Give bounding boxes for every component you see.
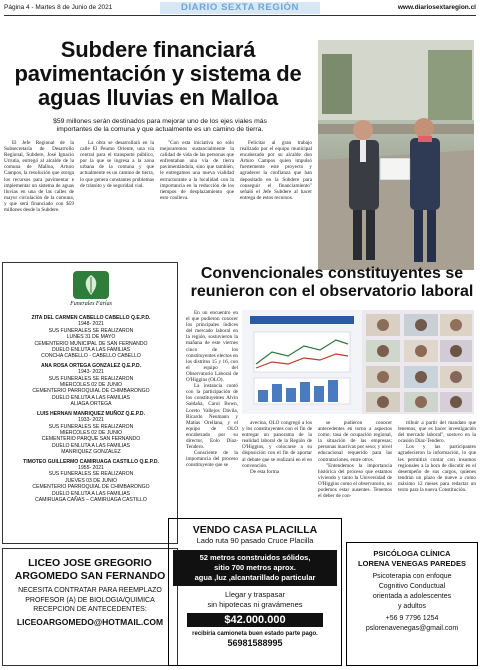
article2-col2: avecina, OLO congregó a los y los constituyentes con el fin de entregar un panorama de la realidad laboral de la Región de O'Higgins, y colocarse a su disposición con el fin de aportar al debate que se realizará en el en convención. De esta forma (242, 420, 312, 475)
house-sale-ad (168, 518, 342, 666)
website-link[interactable]: www.diariosextaregion.cl (397, 4, 476, 11)
liceo-title-1: LICEO JOSE GREGORIO (28, 557, 152, 569)
page-header (4, 2, 476, 14)
obit-line: DUELO ENLUTA A LAS FAMILIAS (51, 490, 131, 497)
ad-note: recibiría camioneta buen estado parte pago. (192, 631, 318, 637)
ad-line: y adultos (397, 603, 427, 610)
ad-phone[interactable]: 56981588995 (227, 638, 283, 648)
deceased-name: ZITA DEL CARMEN CABELLO CABELLO Q.E.P.D. (31, 315, 151, 321)
obituary-entry (7, 459, 175, 504)
article1-col2: La obra se desarrollará en la calle El Peumo Oriente, una vía central para el transporte público, por la que se ingresa a la zona urbana de la comuna y que actualmente es un camino de tierra, lo que genera constantes problemas de tránsito y de seguridad vial. (80, 140, 154, 189)
ad-line: orientada a adolescentes (372, 593, 452, 600)
page-number-date: Página 4 - Martes 8 de Junio de 2021 (4, 4, 113, 11)
obit-line: DUELO ENLUTA A LAS FAMILIAS (51, 442, 131, 449)
photo-officials-handover (318, 40, 474, 270)
liceo-job-ad (2, 548, 178, 666)
headline-subdere: Subdere financiará pavimentación y sistema de aguas lluvias en Malloa (14, 37, 302, 110)
obituary-entry (7, 315, 175, 360)
funeral-home-name: Funerales Farías (70, 301, 112, 307)
life-dates: 1948- 2021 (78, 321, 104, 328)
funeral-home-logo (73, 271, 109, 299)
ad-price: $42.000.000 (187, 613, 323, 627)
obit-line: LUNES 31 DE MAYO (66, 334, 116, 341)
ad-feature: sitio 700 metros aprox. (214, 563, 296, 572)
life-dates: 1943- 2021 (78, 369, 104, 376)
obit-line: CEMENTERIO PARQUE SAN FERNANDO (41, 436, 141, 443)
ad-features-block (173, 550, 337, 586)
life-dates: 1933- 2021 (78, 417, 104, 424)
liceo-email[interactable]: LICEOARGOMEDO@HOTMAIL.COM (16, 616, 164, 627)
obit-line: SUS FUNERALES SE REALIZARON (48, 327, 134, 334)
life-dates: 1955- 2021 (78, 464, 104, 471)
obituary-entry (7, 411, 175, 456)
article2-col3: se pudieron conocer antecedentes en torno a aspectos como: tasa de ocupación regional, la situación de las empresas; personas inactivas por sexo; y nivel educacional requerido para las contrataciones, entre otros. "Entendemos la importancia histórica del proceso que estamos viviendo y tanto la Universidad de O'Higgins como el observatorio, no podemos estar ausentes. Tenemos el deber de con- (318, 420, 392, 500)
ad-title: VENDO CASA PLACILLA (192, 524, 318, 536)
headline-convencionales: Convencionales constituyentes se reunieron con el observatorio laboral (190, 265, 474, 300)
obituary-notice (2, 262, 178, 544)
obit-line: SUS FUNERALES SE REALIZARON (48, 375, 134, 382)
obit-line: MANRIQUEZ GONZALEZ (61, 449, 121, 456)
obituary-entries (7, 315, 175, 503)
liceo-line: NECESITA CONTRATAR PARA REEMPLAZO (18, 587, 162, 594)
obit-line: ALIAGA ORTEGA (70, 401, 112, 408)
ad-line: Cognitivo Conductual (378, 583, 446, 590)
photo-video-meeting (242, 310, 474, 414)
obituary-entry (7, 363, 175, 408)
article2-col4: tribuir a partir del mandato que tenemos, que es hacer investigación del mercado laboral", sostuvo en la ocasión Díaz-Tendero. Los y las participantes agradecieron la información, lo que les permitirá contar con insumos regionales a la hora de discutir en el desempeño de sus cargos, quienes tendrán un plazo de nueve a como máximo 12 meses para redactar un texto para la nueva Constitución. (398, 420, 476, 494)
header-rule (4, 15, 476, 16)
ad-subtitle: Lado ruta 90 pasado Cruce Placilla (196, 536, 314, 545)
obit-line: DUELO ENLUTA A LAS FAMILIAS (51, 394, 131, 401)
article1-col3: "Con esta iniciativa no sólo mejoraremos sustancialmente la calidad de vida de las personas que enfrentaban una vía de tierra pavimentándola, sino que también, le entregamos una nueva vialidad estructurante a la localidad con la importancia en la reducción de los tiempos de desplazamiento que esto conlleva. (160, 140, 234, 201)
obit-line: SUS FUNERALES SE REALIZARON (48, 471, 134, 478)
deceased-name: TIMOTEO GUILLERMO CAMIRUAGA CASTILLO Q.E.P.D. (23, 458, 159, 465)
deceased-name: ANA ROSA ORTEGA GONZALEZ Q.E.P.D. (40, 362, 142, 369)
obit-line: CEMENTERIO MUNICIPAL DE SAN FERNANDO (34, 340, 148, 347)
deceased-name: LUIS HERNAN MANRIQUEZ MUÑOZ Q.E.P.D. (36, 410, 145, 417)
article1-col4: Felicitar al gran trabajo realizado por el equipo municipal encabezado por su alcalde don Arturo Campos quien impulsó fuertemente este proyecto y agradecer la confianza que han depositado en la Subdere para conseguir el financiamiento" señaló el Jefe Subdere al hacer entrega de estos recursos. (240, 140, 312, 201)
obit-line: CEMENTERIO PARROQUIAL DE CHIMBARONGO (32, 484, 150, 491)
ad-terms: Llegar y traspasar (224, 590, 286, 599)
ad-phone[interactable]: +56 9 7796 1254 (385, 615, 439, 622)
obit-line: DUELO ENLUTA A LAS FAMILIAS (51, 347, 131, 354)
obit-line: MIERCOLES 02 DE JUNIO (59, 382, 123, 389)
ad-title: PSICÓLOGA CLÍNICA (373, 549, 451, 558)
obit-line: CONCHA CABELLO - CABELLO CABELLO (41, 353, 141, 360)
ad-feature: agua ,luz ,alcantarillado particular (194, 573, 316, 582)
obit-line: MIERCOLES 02 DE JUNIO (59, 429, 123, 436)
article1-col1: El Jefe Regional de la Subsecretaría de Desarrollo Regional, Subdere, José Ignacio Urrutia, entregó al alcalde de la comuna de Malloa, Arturo Campos, la resolución que otorga los recursos para pavimentar e implementar un sistema de aguas lluvias en una de las calles de mayor circulación de la comuna, y que será financiado con $59 millones desde la Subdere. (4, 140, 74, 214)
liceo-line: RECEPCION DE ANTECEDENTES: (33, 606, 147, 613)
masthead: DIARIO SEXTA REGIÓN (160, 2, 320, 14)
article2-col1: En un encuentro en el que pudieron conocer los principales índices del mercado laboral en la región, sostuvieron la mañana de este viernes cinco de los constituyentes electos en los distritos 15 y 16, con el equipo del Observatorio Laboral de O'Higgins (OLO). La instancia contó con la participación de los constituyentes Alvin Saldaña, Carol Bown, Loreto Vallejos Dávila, Ricardo Neumann y Matías Orellana, y el equipo de OLO encabezado por su director, Eolo Díaz-Tendero. Consciente de la importancia del proceso constituyente que se (186, 310, 238, 469)
obit-line: JUEVES 03 DE JUNIO (64, 477, 118, 484)
obit-line: CEMENTERIO PARROQUIAL DE CHIMBARONGO (32, 388, 150, 395)
psychologist-ad (346, 542, 478, 666)
obit-line: SUS FUNERALES SE REALIZARON (48, 423, 134, 430)
ad-email[interactable]: pslorenavenegas@gmail.com (365, 625, 459, 632)
liceo-title-2: ARGOMEDO SAN FERNANDO (14, 570, 166, 582)
liceo-line: PROFESOR (A) DE BIOLOGIA/QUIMICA (25, 596, 155, 604)
ad-terms: sin hipotecas ni gravámenes (207, 600, 303, 609)
ad-line: Psicoterapia con enfoque (372, 573, 452, 580)
obit-line: CAMIRUAGA CAÑAS – CAMIRUAGA CASTILLO (35, 496, 147, 503)
ad-name: LORENA VENEGAS PAREDES (358, 559, 466, 568)
ad-feature: 52 metros construidos sólidos, (199, 553, 311, 562)
deck-subdere: $59 millones serán destinados para mejorar uno de los ejes viales más importantes de la comuna y que actualmente es un camino de tierra. (53, 118, 267, 133)
